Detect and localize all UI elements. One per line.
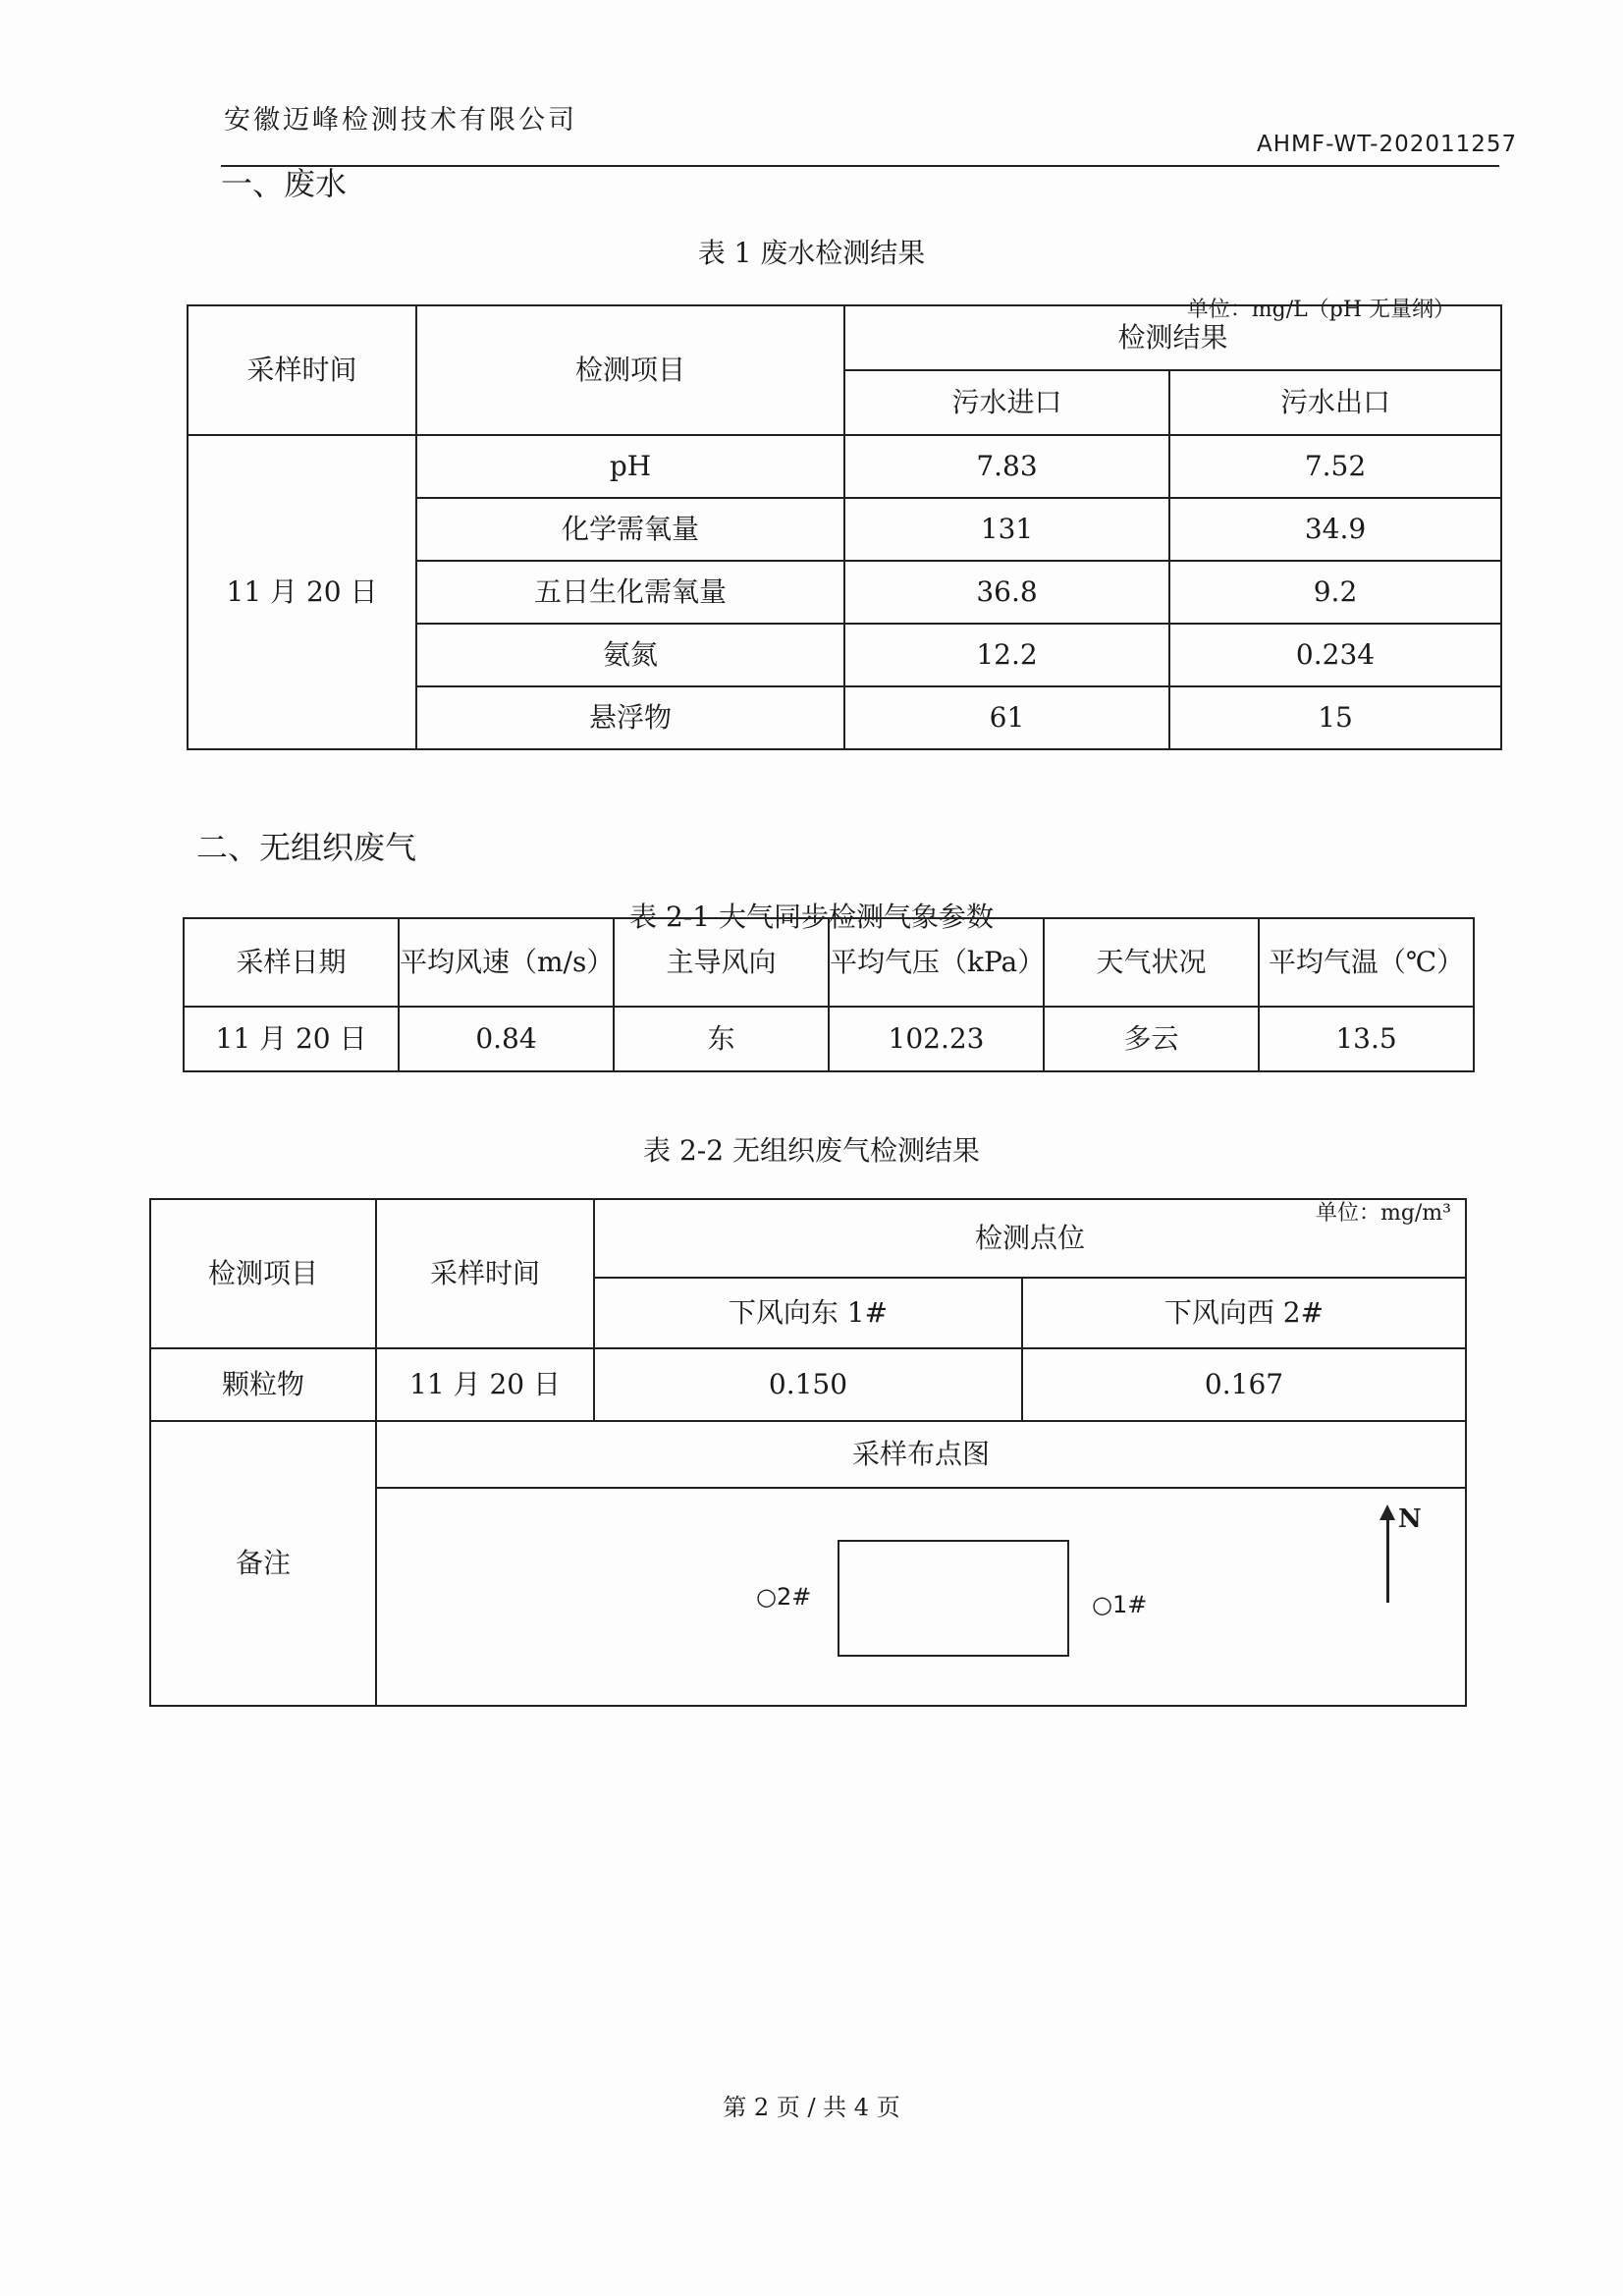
header-sampling-time: 采样时间	[376, 1199, 594, 1348]
wastewater-table	[187, 304, 1502, 750]
section-title-wastewater: 一、废水	[221, 165, 348, 202]
table1-unit: 单位：mg/L（pH 无量纲）	[1186, 298, 1455, 322]
sampling-date: 11 月 20 日	[376, 1348, 594, 1421]
header-wind-direction: 主导风向	[614, 918, 829, 1007]
temperature-value: 13.5	[1259, 1007, 1474, 1071]
sampling-date: 11 月 20 日	[188, 435, 416, 749]
sampling-map-title: 采样布点图	[376, 1421, 1466, 1488]
wind-direction-value: 东	[614, 1007, 829, 1071]
outlet-value: 9.2	[1169, 561, 1501, 624]
plant-outline	[838, 1540, 1069, 1657]
north-arrow-icon	[1386, 1518, 1389, 1603]
inlet-value: 36.8	[844, 561, 1169, 624]
item-name: 悬浮物	[416, 686, 844, 749]
outlet-value: 0.234	[1169, 624, 1501, 686]
report-number: AHMF-WT-202011257	[1257, 132, 1518, 157]
page-number: 第 2 页 / 共 4 页	[723, 2094, 900, 2121]
outlet-value: 7.52	[1169, 435, 1501, 498]
header-temperature: 平均气温（℃）	[1259, 918, 1474, 1007]
pressure-value: 102.23	[829, 1007, 1044, 1071]
remark-label: 备注	[150, 1421, 376, 1706]
item-name: pH	[416, 435, 844, 498]
outlet-value: 15	[1169, 686, 1501, 749]
table1-caption: 表 1 废水检测结果	[697, 237, 926, 269]
point-2-marker: ○2#	[756, 1583, 812, 1611]
wind-speed-value: 0.84	[399, 1007, 614, 1071]
inlet-value: 7.83	[844, 435, 1169, 498]
header-monitoring-points: 检测点位	[594, 1199, 1466, 1278]
table22-unit: 单位：mg/m³	[1315, 1201, 1451, 1226]
outlet-value: 34.9	[1169, 498, 1501, 561]
inlet-value: 12.2	[844, 624, 1169, 686]
header-sampling-time: 采样时间	[188, 305, 416, 435]
header-divider	[221, 165, 1499, 167]
table-row	[150, 1348, 1466, 1421]
table21-caption: 表 2-1 大气同步检测气象参数	[629, 901, 994, 933]
header-weather: 天气状况	[1044, 918, 1259, 1007]
header-outlet: 污水出口	[1169, 370, 1501, 435]
section-title-fugitive-gas: 二、无组织废气	[196, 829, 417, 866]
item-name: 五日生化需氧量	[416, 561, 844, 624]
weather-table	[183, 917, 1475, 1072]
table-row	[184, 1007, 1474, 1071]
inlet-value: 131	[844, 498, 1169, 561]
west-value: 0.167	[1022, 1348, 1466, 1421]
inlet-value: 61	[844, 686, 1169, 749]
item-name: 颗粒物	[150, 1348, 376, 1421]
north-label: N	[1398, 1504, 1422, 1534]
header-test-result: 检测结果	[844, 305, 1501, 370]
point-1-marker: ○1#	[1092, 1591, 1148, 1618]
fugitive-gas-table	[149, 1198, 1467, 1707]
east-value: 0.150	[594, 1348, 1022, 1421]
header-point-east: 下风向东 1#	[594, 1278, 1022, 1348]
header-inlet: 污水进口	[844, 370, 1169, 435]
weather-value: 多云	[1044, 1007, 1259, 1071]
header-test-item: 检测项目	[150, 1199, 376, 1348]
header-point-west: 下风向西 2#	[1022, 1278, 1466, 1348]
header-pressure: 平均气压（kPa）	[829, 918, 1044, 1007]
header-test-item: 检测项目	[416, 305, 844, 435]
header-wind-speed: 平均风速（m/s）	[399, 918, 614, 1007]
table22-caption: 表 2-2 无组织废气检测结果	[643, 1134, 980, 1167]
item-name: 化学需氧量	[416, 498, 844, 561]
sampling-map	[376, 1488, 1466, 1706]
item-name: 氨氮	[416, 624, 844, 686]
sampling-date: 11 月 20 日	[184, 1007, 399, 1071]
header-sampling-date: 采样日期	[184, 918, 399, 1007]
company-name: 安徽迈峰检测技术有限公司	[224, 105, 577, 136]
table-row	[188, 435, 1501, 498]
